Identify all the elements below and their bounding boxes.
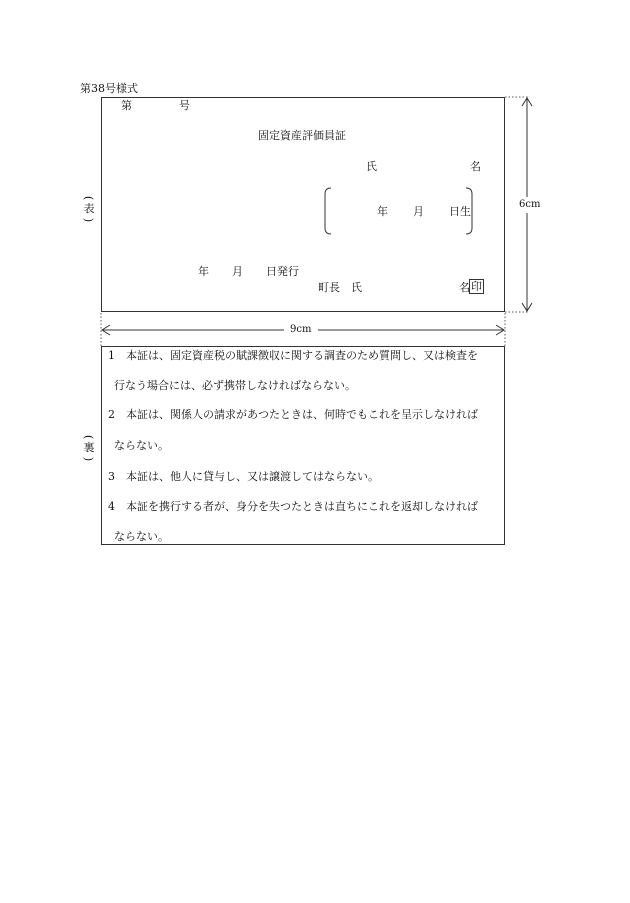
birth-year-label: 年 bbox=[377, 205, 388, 218]
birth-month-label: 月 bbox=[413, 205, 424, 218]
card-number-go: 号 bbox=[179, 99, 190, 112]
back-line-2: 行なう場合には、必ず携帯しなければならない。 bbox=[114, 379, 356, 392]
back-line-1: 1 本証は、固定資産税の賦課徴収に関する調査のため質問し、又は検査を bbox=[108, 349, 478, 362]
back-side-label: ( 裏 ) bbox=[82, 434, 95, 461]
issue-year-label: 年 bbox=[198, 265, 209, 278]
front-side-label: ( 表 ) bbox=[82, 195, 95, 222]
back-line-3: 2 本証は、関係人の請求があつたときは、何時でもこれを呈示しなければ bbox=[108, 408, 478, 421]
card-title: 固定資産評価員証 bbox=[258, 129, 346, 142]
birth-day-label: 日生 bbox=[449, 205, 471, 218]
mayor-mei-label: 名 bbox=[459, 281, 470, 294]
name-label-shi: 氏 bbox=[366, 160, 377, 173]
card-number-dai: 第 bbox=[121, 99, 132, 112]
mayor-label: 町長 氏 bbox=[318, 281, 362, 294]
width-dimension-label: 9cm bbox=[290, 324, 312, 335]
back-line-5: 3 本証は、他人に貸与し、又は譲渡してはならない。 bbox=[108, 470, 379, 483]
name-label-mei: 名 bbox=[470, 160, 481, 173]
back-line-4: ならない。 bbox=[114, 439, 169, 452]
form-number: 第38号様式 bbox=[80, 82, 138, 95]
height-dimension-label: 6cm bbox=[519, 199, 541, 210]
back-line-7: ならない。 bbox=[114, 530, 169, 543]
back-line-6: 4 本証を携行する者が、身分を失つたときは直ちにこれを返却しなければ bbox=[108, 500, 478, 513]
issue-day-label: 日発行 bbox=[266, 265, 299, 278]
issue-month-label: 月 bbox=[232, 265, 243, 278]
seal-box: 印 bbox=[471, 280, 482, 293]
